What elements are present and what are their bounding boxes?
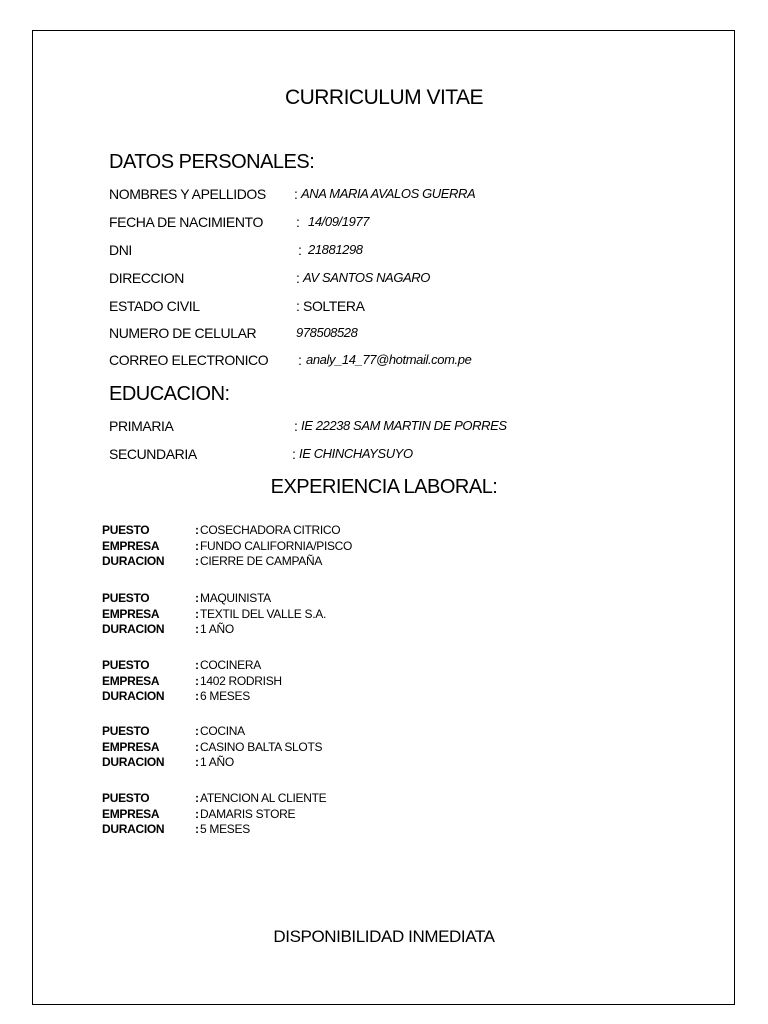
field-value: 978508528: [296, 325, 358, 340]
field-separator: :: [294, 418, 298, 434]
puesto-value: COSECHADORA CITRICO: [200, 523, 341, 537]
field-label: SECUNDARIA: [109, 446, 197, 462]
field-label: NUMERO DE CELULAR: [109, 325, 257, 341]
field-separator: :: [298, 242, 302, 258]
field-label: DIRECCION: [109, 270, 184, 286]
separator: :: [195, 622, 199, 636]
empresa-value: DAMARIS STORE: [200, 806, 296, 821]
separator: :: [195, 591, 199, 605]
puesto-label: PUESTO: [102, 591, 150, 605]
field-value: AV SANTOS NAGARO: [303, 270, 431, 285]
puesto-label: PUESTO: [102, 658, 150, 672]
field-separator: :: [292, 446, 296, 462]
separator: :: [195, 554, 199, 568]
duracion-label: DURACION: [102, 554, 165, 568]
field-separator: :: [296, 214, 300, 230]
duracion-value: 1 AÑO: [200, 755, 234, 769]
field-separator: :: [294, 186, 298, 202]
empresa-value: TEXTIL DEL VALLE S.A.: [200, 606, 326, 621]
separator: :: [195, 739, 199, 754]
duracion-value: 6 MESES: [200, 689, 250, 703]
separator: :: [195, 724, 199, 738]
empresa-label: EMPRESA: [102, 538, 160, 553]
field-value: IE 22238 SAM MARTIN DE PORRES: [301, 418, 507, 433]
separator: :: [195, 523, 199, 537]
field-value: analy_14_77@hotmail.com.pe: [306, 352, 472, 367]
field-label: CORREO ELECTRONICO: [109, 352, 269, 368]
separator: :: [195, 806, 199, 821]
puesto-label: PUESTO: [102, 791, 150, 805]
empresa-value: FUNDO CALIFORNIA/PISCO: [200, 538, 353, 553]
field-value: IE CHINCHAYSUYO: [299, 446, 413, 461]
education-heading: EDUCACION:: [109, 383, 230, 405]
empresa-label: EMPRESA: [102, 806, 160, 821]
duracion-label: DURACION: [102, 755, 165, 769]
page-border: [32, 30, 735, 1005]
puesto-label: PUESTO: [102, 724, 150, 738]
empresa-label: EMPRESA: [102, 739, 160, 754]
separator: :: [195, 689, 199, 703]
field-value: ANA MARIA AVALOS GUERRA: [301, 186, 476, 201]
separator: :: [195, 673, 199, 688]
page-title: CURRICULUM VITAE: [284, 86, 484, 109]
separator: :: [195, 791, 199, 805]
availability-note: DISPONIBILIDAD INMEDIATA: [273, 927, 495, 946]
field-value: 21881298: [308, 242, 363, 257]
field-label: NOMBRES Y APELLIDOS: [109, 186, 266, 202]
field-label: ESTADO CIVIL: [109, 298, 200, 314]
puesto-label: PUESTO: [102, 523, 150, 537]
duracion-label: DURACION: [102, 822, 165, 836]
separator: :: [195, 606, 199, 621]
separator: :: [195, 755, 199, 769]
empresa-value: CASINO BALTA SLOTS: [200, 739, 323, 754]
duracion-value: CIERRE DE CAMPAÑA: [200, 554, 323, 568]
separator: :: [195, 822, 199, 836]
duracion-label: DURACION: [102, 622, 165, 636]
field-value: 14/09/1977: [308, 214, 370, 229]
duracion-value: 1 AÑO: [200, 622, 234, 636]
separator: :: [195, 538, 199, 553]
puesto-value: COCINERA: [200, 658, 261, 672]
empresa-label: EMPRESA: [102, 673, 160, 688]
personal-heading: DATOS PERSONALES:: [109, 151, 315, 173]
field-value: SOLTERA: [303, 298, 365, 314]
field-label: FECHA DE NACIMIENTO: [109, 214, 263, 230]
empresa-label: EMPRESA: [102, 606, 160, 621]
puesto-value: COCINA: [200, 724, 245, 738]
field-separator: :: [298, 352, 302, 368]
duracion-value: 5 MESES: [200, 822, 250, 836]
duracion-label: DURACION: [102, 689, 165, 703]
empresa-value: 1402 RODRISH: [200, 673, 282, 688]
puesto-value: MAQUINISTA: [200, 591, 271, 605]
field-label: DNI: [109, 242, 132, 258]
field-separator: :: [296, 270, 300, 286]
puesto-value: ATENCION AL CLIENTE: [200, 791, 327, 805]
experience-heading: EXPERIENCIA LABORAL:: [270, 476, 498, 498]
separator: :: [195, 658, 199, 672]
field-separator: :: [296, 298, 300, 314]
field-label: PRIMARIA: [109, 418, 174, 434]
